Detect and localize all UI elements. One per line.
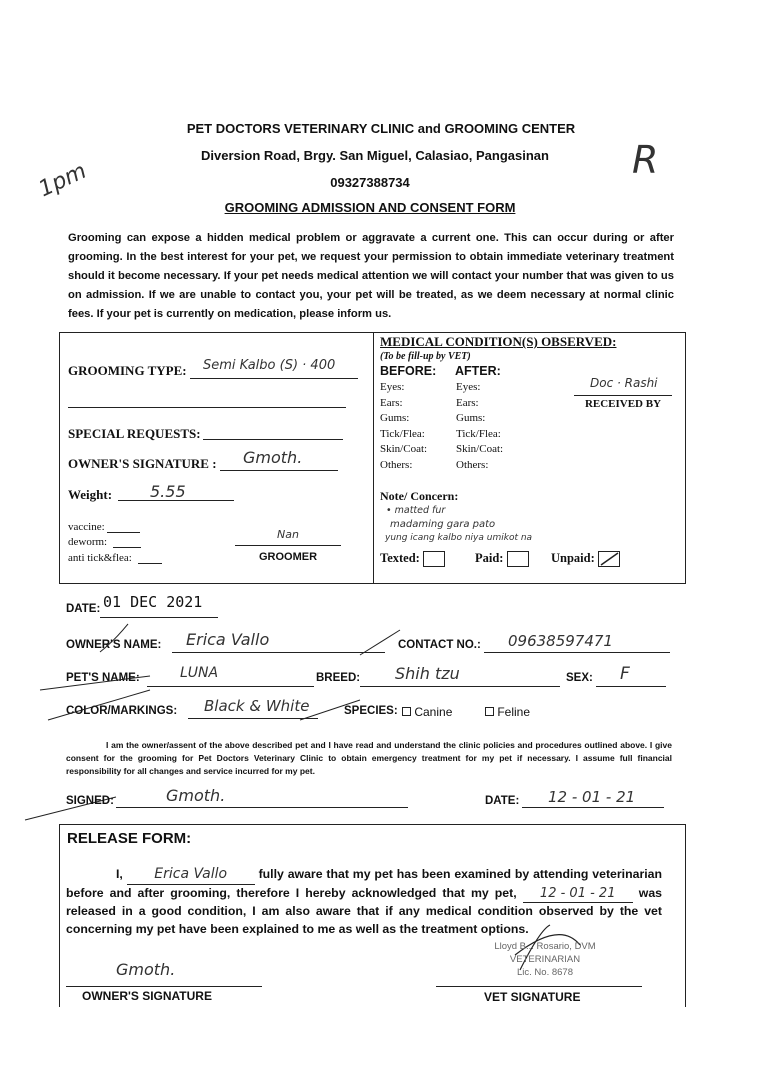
contact-label: CONTACT NO.:	[398, 639, 481, 651]
deworm-label: deworm:	[68, 536, 108, 548]
owner-signature-label: OWNER'S SIGNATURE :	[68, 456, 217, 471]
signed-label: SIGNED:	[66, 795, 114, 807]
color-label: COLOR/MARKINGS:	[66, 705, 178, 717]
weight-label: Weight:	[68, 487, 113, 502]
color-value[interactable]: Black & White	[204, 697, 310, 715]
signed-value[interactable]: Gmoth.	[166, 786, 226, 805]
medical-title: MEDICAL CONDITION(S) OBSERVED:	[380, 334, 617, 349]
release-title: RELEASE FORM:	[67, 830, 192, 847]
texted-field[interactable]: Texted:	[380, 551, 445, 567]
date-label: DATE:	[66, 603, 101, 615]
owner-name-label: OWNER'S NAME:	[66, 639, 162, 651]
note-line-2[interactable]: madaming gara pato	[390, 519, 496, 530]
release-paragraph: I, Erica Vallo fully aware that my pet has been examined by attending veterinarian before and after grooming, therefore I hereby acknowledged that my pet, 12 - 01 - 21 was released in a good condition, I am also aware that if any medical condition observed by the vet concerning my pet have been explained to me as well as the treatment options.	[66, 866, 663, 936]
date-value[interactable]: 01 DEC 2021	[103, 593, 203, 611]
groomer-value[interactable]: Nan	[277, 528, 299, 541]
owner-signature-value[interactable]: Gmoth.	[243, 448, 303, 467]
note-label: Note/ Concern:	[380, 489, 459, 503]
consent-paragraph: I am the owner/assent of the above described pet and I have read and understand the clinic policies and procedures outlined above. I give consent for the grooming for Pet Doctors Veterinary Clinic to obtain emergency treatment for my pet if necessary. I assume full financial responsibility for all changes and service incurred for my pet.	[66, 740, 672, 776]
grooming-type-value[interactable]: Semi Kalbo (S) · 400	[203, 358, 336, 373]
sex-label: SEX:	[566, 672, 593, 684]
vet-stamp: Lloyd B... Rosario, DVM VETERINARIAN Lic. No. 8678	[494, 941, 596, 978]
margin-time-note: 1pm	[35, 158, 91, 203]
release-owner-signature-label: OWNER'S SIGNATURE	[82, 989, 212, 1003]
form-title: GROOMING ADMISSION AND CONSENT FORM	[224, 200, 516, 215]
sex-value[interactable]: F	[620, 664, 630, 684]
weight-value[interactable]: 5.55	[150, 482, 186, 501]
canine-option[interactable]: Canine	[402, 705, 452, 719]
release-date-value[interactable]: 12 - 01 - 21	[523, 885, 633, 904]
special-requests-label: SPECIAL REQUESTS:	[68, 426, 201, 441]
breed-value[interactable]: Shih tzu	[395, 664, 460, 683]
after-header: AFTER:	[455, 364, 501, 378]
feline-option[interactable]: Feline	[485, 705, 530, 719]
contact-value[interactable]: 09638597471	[508, 632, 613, 650]
clinic-address: Diversion Road, Brgy. San Miguel, Calasiao, Pangasinan	[201, 148, 549, 163]
signed-date-value[interactable]: 12 - 01 - 21	[548, 788, 636, 806]
received-by-value[interactable]: Doc · Rashi	[590, 376, 658, 390]
signed-date-label: DATE:	[485, 795, 520, 807]
release-name-value[interactable]: Erica Vallo	[127, 866, 255, 885]
after-list: Eyes: Ears: Gums: Tick/Flea: Skin/Coat: Others:	[456, 381, 504, 471]
anti-tick-label: anti tick&flea:	[68, 552, 132, 564]
pet-name-value[interactable]: LUNA	[180, 665, 219, 681]
medical-subtitle: (To be fill-up by VET)	[380, 351, 471, 362]
groomer-label: GROOMER	[258, 551, 318, 563]
before-list: Eyes: Ears: Gums: Tick/Flea: Skin/Coat: Others:	[380, 381, 428, 471]
vaccine-label: vaccine:	[68, 521, 105, 533]
owner-name-value[interactable]: Erica Vallo	[186, 630, 270, 649]
breed-label: BREED:	[316, 672, 361, 684]
pet-name-label: PET'S NAME:	[66, 672, 140, 684]
clinic-phone: 09327388734	[330, 175, 410, 190]
paid-field[interactable]: Paid:	[475, 551, 529, 567]
note-line-3[interactable]: yung icang kalbo niya umikot na	[385, 533, 533, 543]
grooming-type-label: GROOMING TYPE:	[68, 363, 187, 378]
before-header: BEFORE:	[380, 364, 437, 378]
species-label: SPECIES:	[344, 705, 398, 717]
release-owner-signature-value[interactable]: Gmoth.	[116, 960, 176, 979]
note-line-1[interactable]: • matted fur	[386, 505, 446, 516]
received-by-label: RECEIVED BY	[584, 398, 662, 410]
intro-paragraph: Grooming can expose a hidden medical problem or aggravate a current one. This can occur during or after grooming. In the best interest for your pet, we request your permission to obtain immediate veterinary treatment should it become necessary. If your pet needs medical attention we will contact your number that was given to us on admission. If we are unable to contact you, your pet will be treated, as we deem necessary at normal clinic fees. If your pet is currently on medication, please inform us.	[68, 232, 674, 320]
clinic-name: PET DOCTORS VETERINARY CLINIC and GROOMING CENTER	[186, 121, 576, 136]
margin-initial: R	[632, 138, 659, 182]
unpaid-field[interactable]: Unpaid:	[551, 551, 620, 567]
vet-signature-label: VET SIGNATURE	[484, 990, 581, 1004]
